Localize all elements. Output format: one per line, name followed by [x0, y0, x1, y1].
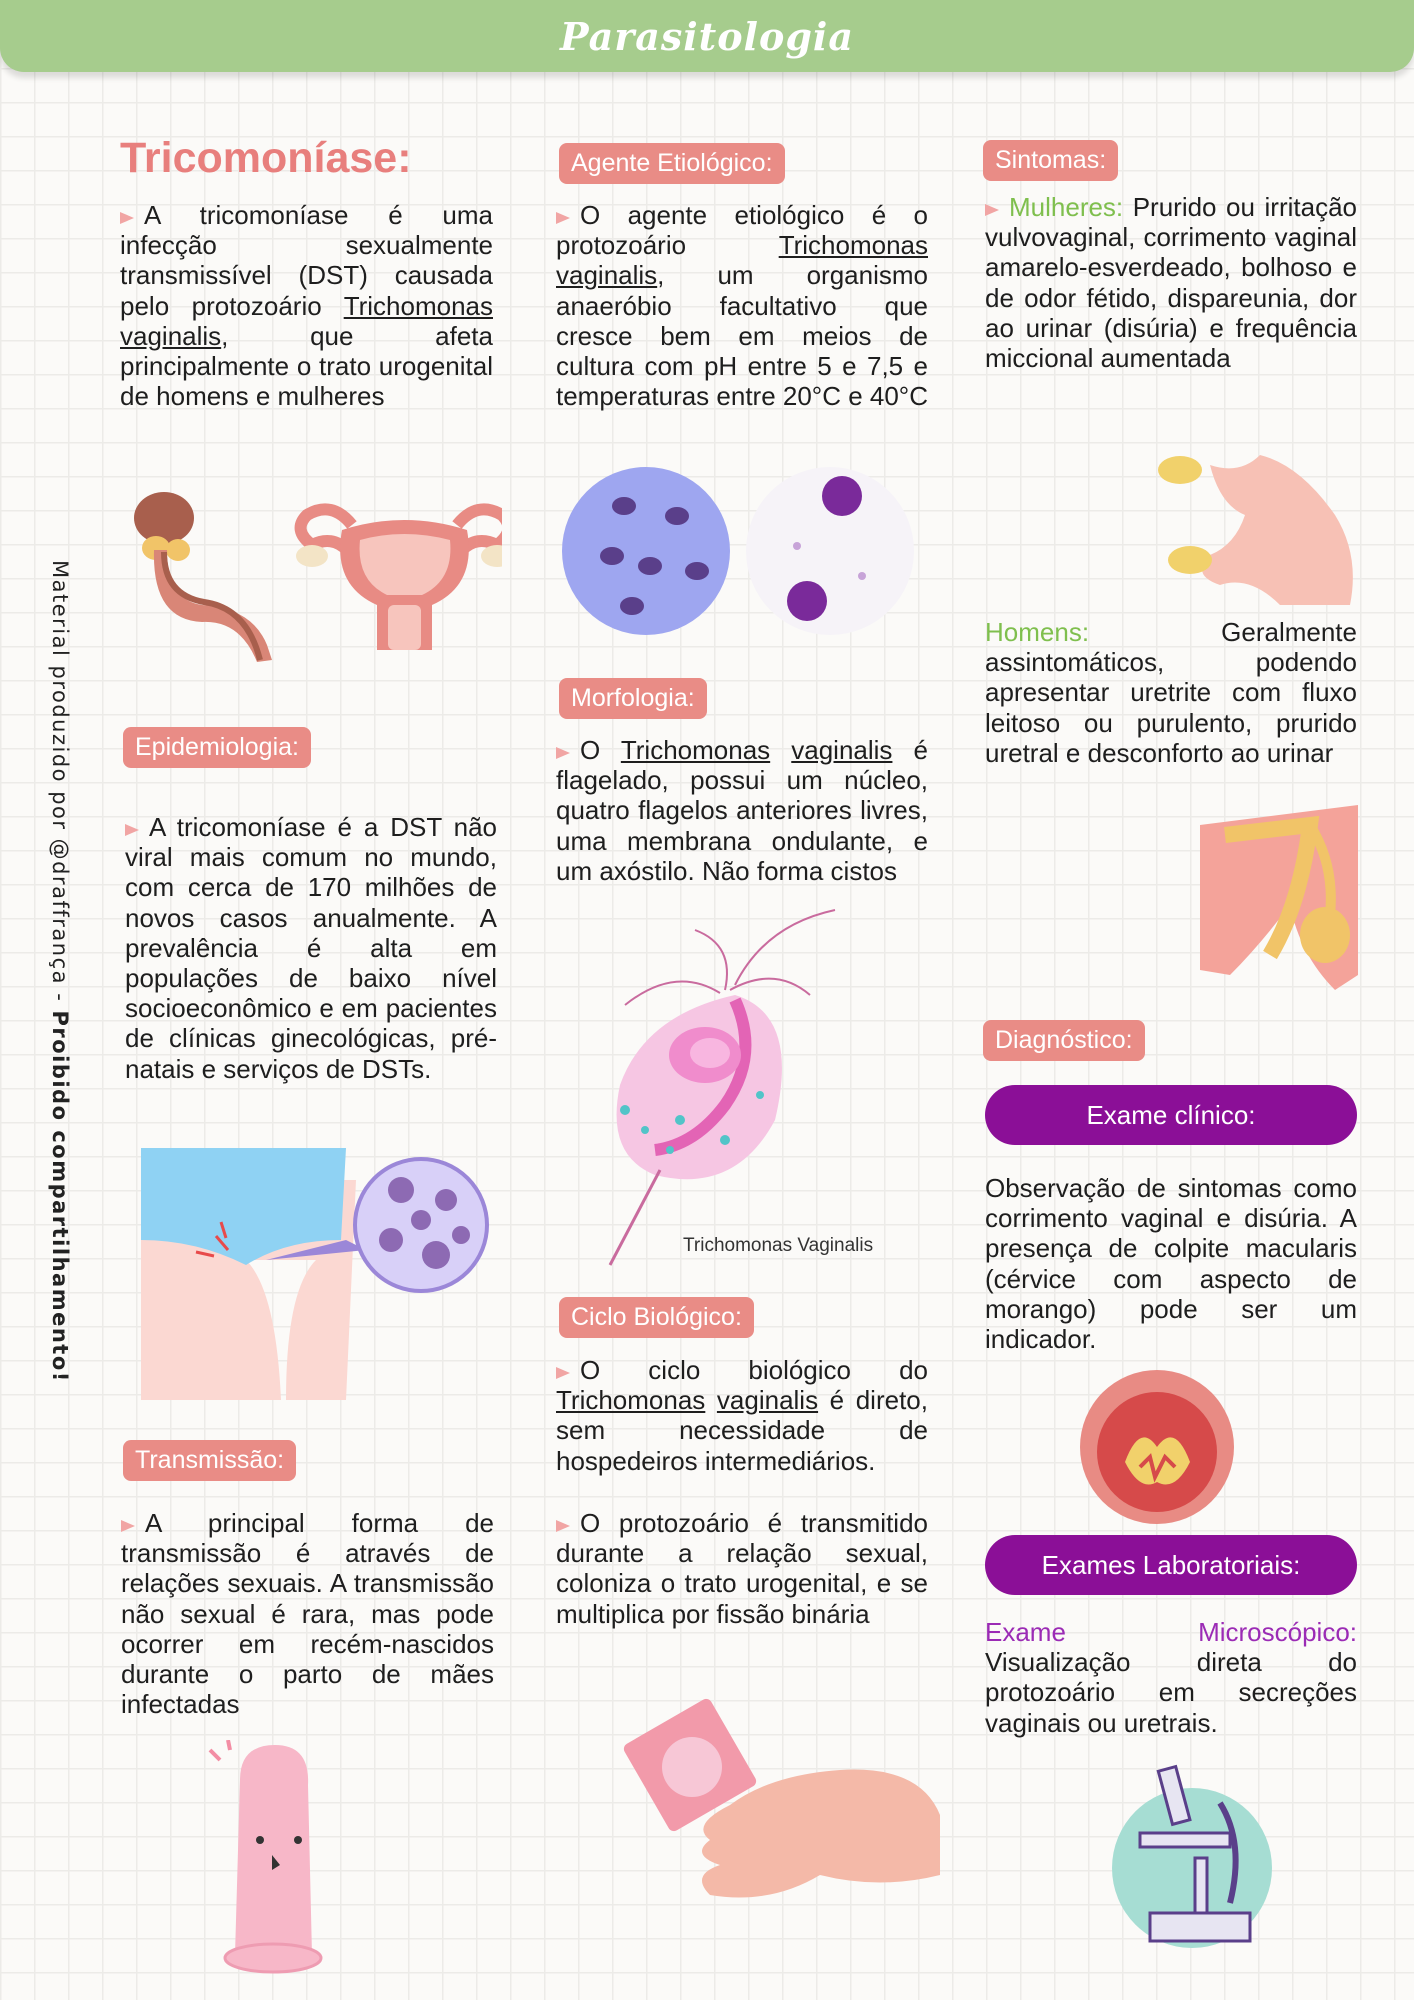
sintomas-heading: Sintomas: [983, 140, 1118, 181]
morfologia-paragraph: O Trichomonas vaginalis é flagelado, possui um núcleo, quatro flagelos anteriores livres, uma membrana ondulante, e um axóstilo. Não forma cistos [556, 735, 928, 886]
microscope-icon [1110, 1763, 1275, 1963]
bullet-icon [556, 747, 570, 759]
ciclo-paragraph-1: O ciclo biológico do Trichomonas vaginalis é direto, sem necessidade de hospedeiros intermediários. [556, 1355, 928, 1476]
transmissao-paragraph: A principal forma de transmissão é através de relações sexuais. A transmissão não sexual é rara, mas pode ocorrer em recém-nascidos durante o parto de mães infectadas [121, 1508, 494, 1720]
trichomonas-caption: Trichomonas Vaginalis [683, 1235, 874, 1256]
exame-clinico-label: Exame clínico: [985, 1085, 1357, 1145]
ciclo-heading: Ciclo Biológico: [559, 1297, 754, 1338]
agente-heading: Agente Etiológico: [559, 143, 785, 184]
cervix-illustration [1080, 1362, 1235, 1532]
sintomas-mulheres-paragraph: Mulheres: Prurido ou irritação vulvovaginal, corrimento vaginal amarelo-esverdeado, bolhoso e de odor fétido, dispareunia, dor ao urinar (disúria) e frequência miccional aumentada [985, 192, 1357, 374]
bullet-icon [121, 1520, 135, 1532]
hand-itch-illustration [1150, 435, 1355, 605]
diagnostico-heading: Diagnóstico: [983, 1020, 1145, 1061]
morfologia-heading: Morfologia: [559, 678, 707, 719]
reproductive-organs-illustration [132, 490, 502, 665]
bullet-icon [125, 824, 139, 836]
epidemiologia-heading: Epidemiologia: [123, 727, 311, 768]
page-title: Parasitologia [560, 13, 854, 59]
side-note [42, 560, 72, 1420]
bullet-icon [556, 1520, 570, 1532]
ciclo-paragraph-2: O protozoário é transmitido durante a relação sexual, coloniza o trato urogenital, e se multiplica por fissão binária [556, 1508, 928, 1629]
bullet-icon [985, 204, 999, 216]
exames-laboratoriais-label: Exames Laboratoriais: [985, 1535, 1357, 1595]
side-note-text: Material produzido por @draffrança - [48, 560, 72, 1011]
bullet-icon [556, 1367, 570, 1379]
exame-microscopico-paragraph: Exame Microscópico: Visualização direta do protozoário em secreções vaginais ou uretrais. [985, 1617, 1357, 1738]
sintomas-homens-paragraph: Homens: Geralmente assintomáticos, podendo apresentar uretrite com fluxo leitoso ou purulento, prurido uretral e desconforto ao urinar [985, 617, 1357, 768]
bullet-icon [556, 212, 570, 224]
exame-clinico-paragraph: Observação de sintomas como corrimento vaginal e disúria. A presença de colpite macularis (cérvice com aspecto de morango) pode ser um indicador. [985, 1173, 1357, 1355]
male-anatomy-illustration [1200, 805, 1358, 990]
hand-holding-condom-illustration [620, 1695, 940, 1920]
bullet-icon [120, 212, 134, 224]
main-title: Tricomoníase: [120, 134, 412, 182]
transmissao-heading: Transmissão: [123, 1440, 296, 1481]
infection-illustration [136, 1140, 491, 1400]
agente-paragraph: O agente etiológico é o protozoário Trichomonas vaginalis, um organismo anaeróbio facultativo que cresce bem em meios de cultura com pH entre 5 e 7,5 e temperaturas entre 20°C e 40°C [556, 200, 928, 412]
microscope-views-illustration [562, 466, 914, 636]
side-note-warning: Proibido compartilhamento! [48, 1010, 72, 1383]
trichomonas-illustration [585, 905, 845, 1275]
condom-character-illustration [200, 1740, 340, 1975]
page-header [0, 0, 1414, 72]
epidemiologia-paragraph: A tricomoníase é a DST não viral mais comum no mundo, com cerca de 170 milhões de novos casos anualmente. A prevalência é alta em populações de baixo nível socioeconômico e em pacientes de clínicas ginecológicas, pré-natais e serviços de DSTs. [125, 812, 497, 1084]
intro-paragraph: A tricomoníase é uma infecção sexualmente transmissível (DST) causada pelo protozoário Trichomonas vaginalis, que afeta principalmente o trato urogenital de homens e mulheres [120, 200, 493, 412]
